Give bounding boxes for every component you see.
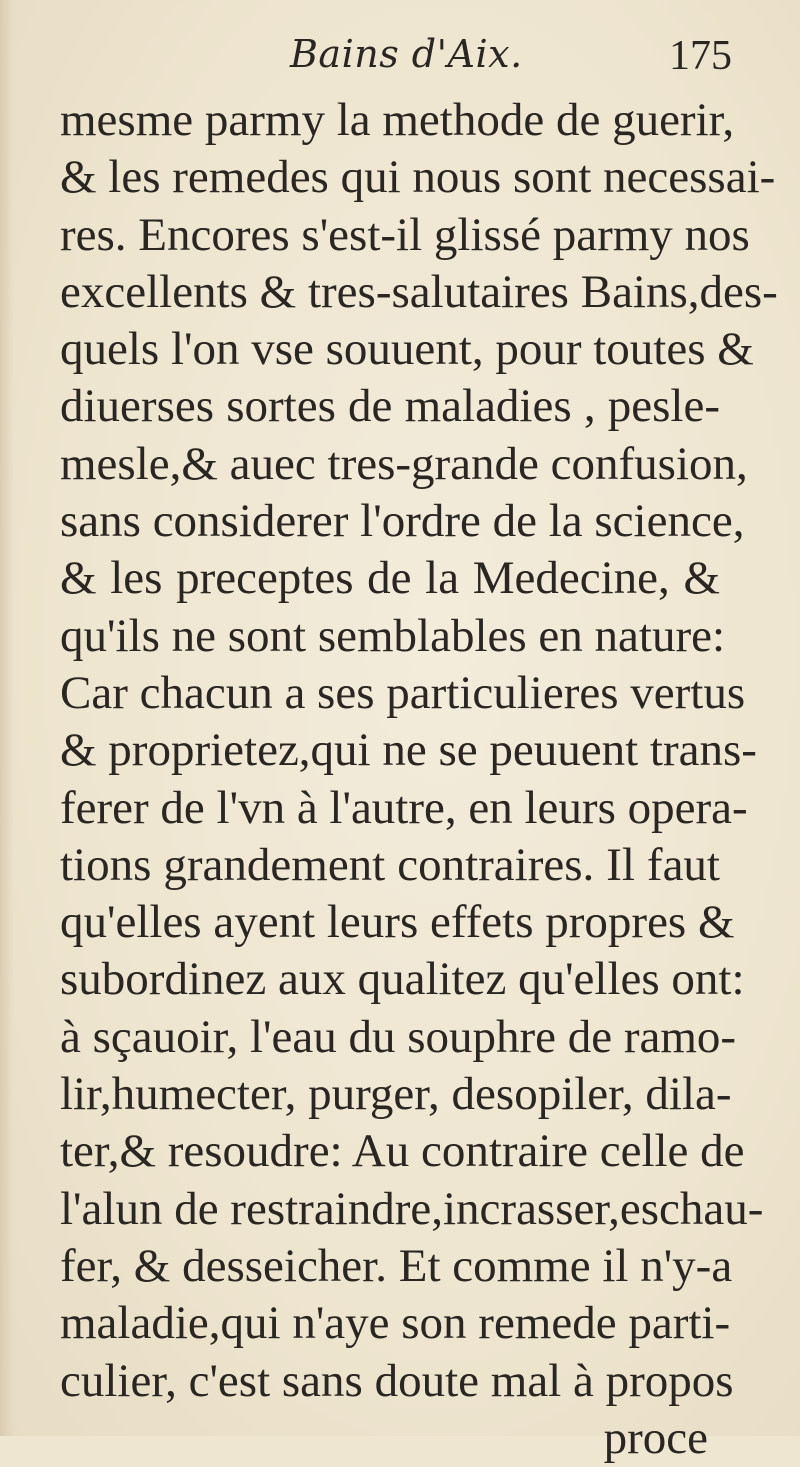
text-line: ter,& resoudre: Au contraire celle de: [60, 1125, 745, 1178]
running-head: [0, 30, 800, 90]
page-number: 175: [669, 33, 732, 79]
text-line: ferer de l'vn à l'autre, en leurs opera-: [60, 781, 748, 834]
text-line: qu'elles ayent leurs effets propres &: [60, 896, 735, 949]
text-line: fer, & desseicher. Et comme il n'y-a: [60, 1239, 733, 1292]
text-line: & les remedes qui nous sont necessai-: [60, 151, 776, 204]
text-line: quels l'on vse souuent, pour toutes &: [60, 323, 754, 376]
text-line: à sçauoir, l'eau du souphre de ramo-: [60, 1010, 737, 1063]
catchword: proce: [603, 1411, 708, 1464]
text-line: subordinez aux qualitez qu'elles ont:: [60, 953, 745, 1006]
text-line: Car chacun a ses particulieres vertus: [60, 666, 746, 719]
text-line: maladie,qui n'aye son remede parti-: [60, 1297, 731, 1350]
text-line: lir,humecter, purger, desopiler, dila-: [60, 1068, 732, 1121]
text-line: mesle,& auec tres-grande confusion,: [60, 437, 748, 490]
text-line: diuerses sortes de maladies , pesle-: [60, 380, 720, 433]
text-line: & les preceptes de la Medecine, &: [60, 552, 720, 605]
text-line: sans considerer l'ordre de la science,: [60, 495, 745, 548]
body-text: [60, 92, 778, 1467]
text-line: & proprietez,qui ne se peuuent trans-: [60, 724, 757, 777]
text-line: excellents & tres-salutaires Bains,des-: [60, 265, 778, 318]
page-edge-shadow: [0, 0, 14, 1436]
running-head-title: Bains d'Aix.: [290, 32, 523, 76]
text-line: res. Encores s'est-il glissé parmy nos: [60, 208, 750, 261]
text-line: culier, c'est sans doute mal à propos: [60, 1354, 734, 1407]
text-line: tions grandement contraires. Il faut: [60, 838, 720, 891]
text-line: l'alun de restraindre,incrasser,eschau-: [60, 1182, 764, 1235]
text-line: mesme parmy la methode de guerir,: [60, 94, 735, 146]
text-line: qu'ils ne sont semblables en nature:: [60, 609, 726, 662]
